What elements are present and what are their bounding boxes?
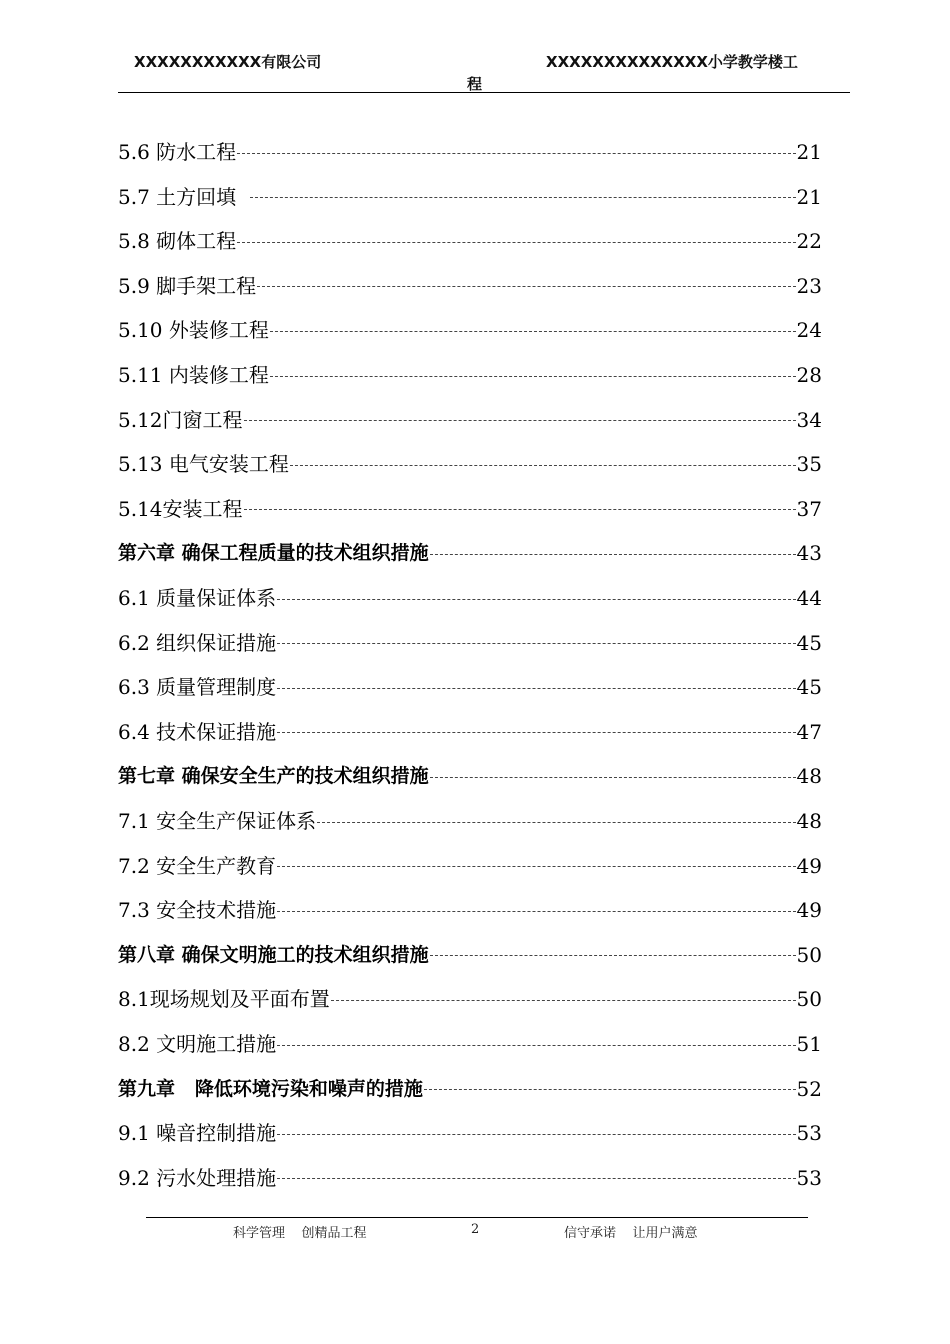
toc-entry-page: 44	[796, 586, 822, 610]
toc-entry[interactable]	[118, 1030, 822, 1058]
toc-chapter[interactable]	[118, 1075, 822, 1103]
toc-entry-page: 28	[796, 363, 822, 387]
toc-entry[interactable]	[118, 183, 822, 211]
toc-entry-page: 53	[796, 1121, 822, 1146]
toc-entry-page: 53	[796, 1165, 822, 1190]
toc-entry-page: 24	[796, 318, 822, 343]
toc-entry-page: 23	[796, 273, 822, 298]
header-company: XXXXXXXXXXX有限公司	[134, 53, 322, 71]
toc-entry-label: 5.12门窗工程	[118, 407, 243, 432]
footer-rule	[146, 1217, 808, 1218]
toc-dot-leader	[430, 777, 796, 778]
toc-dot-leader	[277, 732, 795, 733]
toc-entry-label: 5.13 电气安装工程	[118, 452, 289, 477]
toc-dot-leader	[277, 1178, 795, 1179]
toc-dot-leader	[250, 197, 796, 198]
toc-entry-page: 50	[796, 987, 822, 1012]
toc-dot-leader	[277, 643, 795, 644]
toc-entry[interactable]	[118, 852, 822, 880]
toc-entry-page: 21	[796, 140, 822, 164]
toc-entry-label: 7.3 安全技术措施	[118, 898, 277, 923]
toc-entry-label: 第六章 确保工程质量的技术组织措施	[118, 542, 429, 565]
toc-dot-leader	[277, 688, 795, 689]
toc-dot-leader	[244, 509, 796, 510]
toc-entry-page: 49	[796, 898, 822, 923]
toc-entry-label: 6.4 技术保证措施	[118, 719, 277, 744]
toc-entry[interactable]	[118, 807, 822, 835]
toc-entry-label: 第七章 确保安全生产的技术组织措施	[118, 765, 429, 788]
toc-dot-leader	[270, 331, 796, 332]
toc-dot-leader	[270, 376, 796, 377]
toc-entry-page: 50	[796, 942, 822, 967]
toc-chapter[interactable]	[118, 941, 822, 969]
toc-entry[interactable]	[118, 1164, 822, 1192]
toc-entry-label: 8.2 文明施工措施	[118, 1032, 277, 1056]
toc-entry-label: 5.9 脚手架工程	[118, 273, 257, 298]
toc-entry-label: 6.2 组织保证措施	[118, 630, 277, 655]
toc-entry-page: 34	[796, 407, 822, 432]
toc-entry-page: 52	[796, 1076, 822, 1101]
toc-entry-label: 5.10 外装修工程	[118, 318, 269, 343]
toc-entry-page: 22	[796, 229, 822, 254]
toc-entry-label: 第八章 确保文明施工的技术组织措施	[118, 943, 429, 966]
toc-dot-leader	[257, 286, 795, 287]
toc-entry-label: 5.7 土方回填	[118, 184, 249, 209]
toc-dot-leader	[277, 866, 795, 867]
toc-entry[interactable]	[118, 629, 822, 657]
toc-dot-leader	[277, 911, 795, 912]
toc-entry[interactable]	[118, 138, 822, 166]
toc-entry-page: 45	[796, 630, 822, 655]
toc-entry-label: 9.1 噪音控制措施	[118, 1121, 277, 1146]
toc-entry-label: 9.2 污水处理措施	[118, 1165, 277, 1190]
header-project-wrap: 程	[467, 75, 483, 93]
toc-dot-leader	[331, 1000, 796, 1001]
toc-chapter[interactable]	[118, 539, 822, 567]
toc-dot-leader	[430, 554, 796, 555]
toc-entry-label: 7.2 安全生产教育	[118, 853, 277, 878]
toc-entry[interactable]	[118, 584, 822, 612]
toc-dot-leader	[277, 1134, 795, 1135]
toc-entry[interactable]	[118, 896, 822, 924]
toc-dot-leader	[277, 1045, 795, 1046]
toc-entry-label: 第九章 降低环境污染和噪声的措施	[118, 1077, 423, 1100]
toc-entry-page: 51	[796, 1032, 822, 1056]
toc-entry-page: 45	[796, 675, 822, 700]
toc-entry[interactable]	[118, 227, 822, 255]
header-rule	[118, 92, 850, 93]
toc-entry[interactable]	[118, 1119, 822, 1147]
toc-entry-label: 5.6 防水工程	[118, 140, 237, 164]
toc-entry-page: 37	[796, 496, 822, 521]
toc-entry-page: 35	[796, 452, 822, 477]
header-project: XXXXXXXXXXXXXX小学教学楼工	[546, 53, 798, 71]
toc-chapter[interactable]	[118, 762, 822, 790]
toc-entry-label: 6.3 质量管理制度	[118, 675, 277, 700]
toc-entry-page: 49	[796, 853, 822, 878]
toc-entry-label: 8.1现场规划及平面布置	[118, 987, 330, 1012]
toc-dot-leader	[290, 465, 796, 466]
footer-slogan-right: 信守承诺 让用户满意	[564, 1226, 698, 1241]
toc-entry-label: 7.1 安全生产保证体系	[118, 809, 317, 833]
toc-entry[interactable]	[118, 316, 822, 344]
toc-dot-leader	[244, 420, 796, 421]
toc-entry[interactable]	[118, 718, 822, 746]
toc-entry-page: 48	[796, 809, 822, 833]
toc-entry[interactable]	[118, 985, 822, 1013]
toc-entry[interactable]	[118, 450, 822, 478]
toc-entry-page: 21	[796, 184, 822, 209]
toc-entry-label: 5.11 内装修工程	[118, 363, 269, 387]
footer-slogan-left: 科学管理 创精品工程	[233, 1226, 367, 1241]
toc-entry-page: 43	[796, 541, 822, 566]
page-number: 2	[471, 1222, 480, 1237]
toc-entry-label: 5.8 砌体工程	[118, 229, 237, 254]
toc-dot-leader	[277, 599, 795, 600]
toc-entry[interactable]	[118, 272, 822, 300]
toc-entry-page: 48	[796, 764, 822, 789]
toc-dot-leader	[237, 242, 795, 243]
toc-entry-label: 5.14安装工程	[118, 496, 243, 521]
toc-entry[interactable]	[118, 361, 822, 389]
toc-entry-label: 6.1 质量保证体系	[118, 586, 277, 610]
toc-entry[interactable]	[118, 406, 822, 434]
toc-dot-leader	[237, 153, 795, 154]
toc-dot-leader	[424, 1089, 796, 1090]
toc-entry[interactable]	[118, 673, 822, 701]
toc-entry-page: 47	[796, 719, 822, 744]
toc-entry[interactable]	[118, 495, 822, 523]
toc-dot-leader	[317, 822, 795, 823]
toc-dot-leader	[430, 955, 796, 956]
